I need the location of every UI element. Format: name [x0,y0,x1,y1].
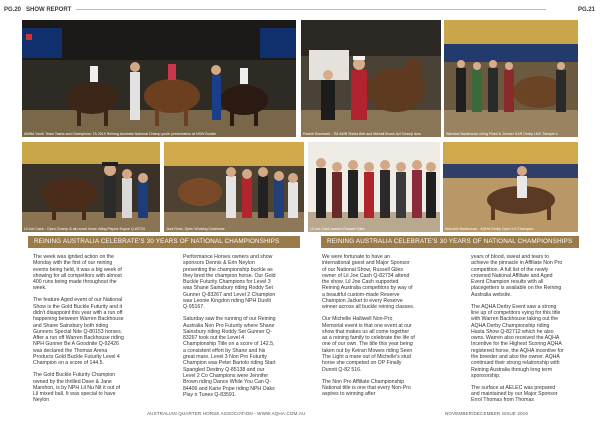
page-header [0,0,600,20]
paragraph: The week was ignited action on the Monday with the first of our reining events being held, it was a big week of showing for all competitors with almost 400 runs being made throughout the week. [33,254,122,292]
paragraph: Our Michelle Halliwell Non-Pro Memorial event is that one event at our show that makes us all come together as a reining family to celebrate the life of one of our own. The title this year being taken out by Keiran Mowes riding Seen The Light a mare out of Michelle's stud horse she competed on OP Finally Dunnit Q-82 516. [322,316,415,373]
footer-left: AUSTRALIAN QUARTER HORSE ASSOCIATION - WWW.AQHA.COM.AU [147,411,306,416]
paragraph: The surface at AELEC was prepared and maintained by our Major Sponsor Errol Thomas from Thomas [471,384,558,404]
article-column-3 [322,254,415,403]
paragraph: The Non Pro Affiliate Championship National title is one that every Non-Pro aspires to winning after [322,378,411,398]
footer-right: NOVEMBER/DECEMBER ISSUE 2019 [445,411,528,416]
header-rule [76,9,546,10]
paragraph: The feature Aged event of our National Show is the Gold Buckle Futurity and it didn't disappoint this year with a run off happening between Warren Backhouse and Shane Sainsbury both riding Gunners Special Nite Q-80153 horses. After a run off Warren Backhouse riding NPH Gunner Be A Goodnite Q-92426 was declared the Thomas Arena Products Gold Buckle Futurity Level 4 Champion on a score of 144.5. [33,297,124,367]
section-band-left: REINING AUSTRALIA CELEBRATE'S 30 YEARS OF NATIONAL CHAMPIONSHIPS [28,236,300,248]
photo-caption: Rachel Bramwell - TM AWB Sheila Bell and Mikhail Bruce Avf Champ dow [303,132,421,136]
paragraph: The AQHA Derby Event saw a strong line up of competitors vying for this title with Warren Backhouse taking out the AQHA Derby Championship riding Hasta Show Q-82712 which he also owns. Warren also received the AQHA Incentive for the Highest Scoring AQHA registered horse, the AQHA incentive for the breeder and also the owner. AQHA continued their strong relationship with Reining Australia through long term sponsorship. [471,303,564,379]
photo-group-arena [444,20,578,137]
photo-caption: Warwick Backhouse - AQHA Derby Open LH Champion [445,227,534,231]
photo-presentation-horses [22,20,296,137]
right-page-number: PG.21 [577,7,595,13]
paragraph: Performance Horses owners and show sponsors Dennis & Erin Neylon presenting the championship buckle as they bred the champion horse. Our Gold Buckle Futurity Champions for Level 3 was Shane Sainsbury riding Roddy Set Gunner Q-83267 and Level 2 Champion was Leonie Kingdon riding NPH Dunlit Q-95167. [183,254,276,311]
left-page-number: PG.20 [4,7,22,13]
photo-caption: Jack Ross, Open Working Cowhorse [166,227,225,231]
photo-caption: Lil Joe Cash owners Russell Giles [310,227,365,231]
section-band-right: REINING AUSTRALIA CELEBRATE'S 30 YEARS OF NATIONAL CHAMPIONSHIPS [321,236,579,248]
photo-caption: Lil Joe Cash - Open Champ & all-round horse riding Paycor Kopce Q-83724 [24,227,145,231]
photo-rider-with-horse [301,20,441,137]
section-title: SHOW REPORT [26,7,72,13]
photo-caption: AWBA Youth Team Tasha and Champions: TA 2019 Reining Australia National Champ youth presentation at NSW Buckle [24,132,217,136]
photo-presentation-group [164,142,304,232]
article-column-4 [471,254,564,409]
photo-cowboy-horses [22,142,160,232]
article-column-2 [183,254,276,404]
photo-rider-in-arena [443,142,578,232]
photo-owners-group [308,142,440,232]
paragraph: Saturday saw the running of our Reining Australia Non Pro Futurity where Shane Sainsbury riding Roddy Set Gunner Q-83267 took out the Level 4 Championship Title on a score of 142.5, a consistent effort by Shane and his great mare. Level 3 Non Pro Futurity Champion was Peter Bartolo riding Start Spangled Destiny Q-85138 and our Level 2 Co Champions were Jennifer Brown riding Dance While You Can Q-84406 and Karie Pope riding NPH Oaks Play n Tunes Q-83591. [183,316,276,398]
paragraph: The Gold Buckle Futurity Champion owned by the thrilled Dave & Jane Marshon, is by NPH Lil Nu Nit it out of Lil mixed ball. It was special to have Neylon [33,372,121,404]
photo-caption: Warwick Backhouse riding Pistol & Jimmer KAR Derby LMC Sample s [446,132,558,136]
paragraph: We were fortunate to have an international guest and Major Sponsor of our National Show, Russell Giles owner of Lil Joe Cash Q-82734 attend the show. Lil Joe Cash supported Reining Australia competitors by way of a beautiful custom-made Reserve Champion Jacket to every Reserve winner across all buckle reining classes. [322,254,415,311]
paragraph: years of blood, sweat and tears to achieve the pinnacle in Affiliate Non Pro competition. A full list of the newly crowned National Affiliate and Aged Event Champion results with all placegetters is available on the Reining Australia website. [471,254,563,298]
article-column-1 [33,254,126,409]
